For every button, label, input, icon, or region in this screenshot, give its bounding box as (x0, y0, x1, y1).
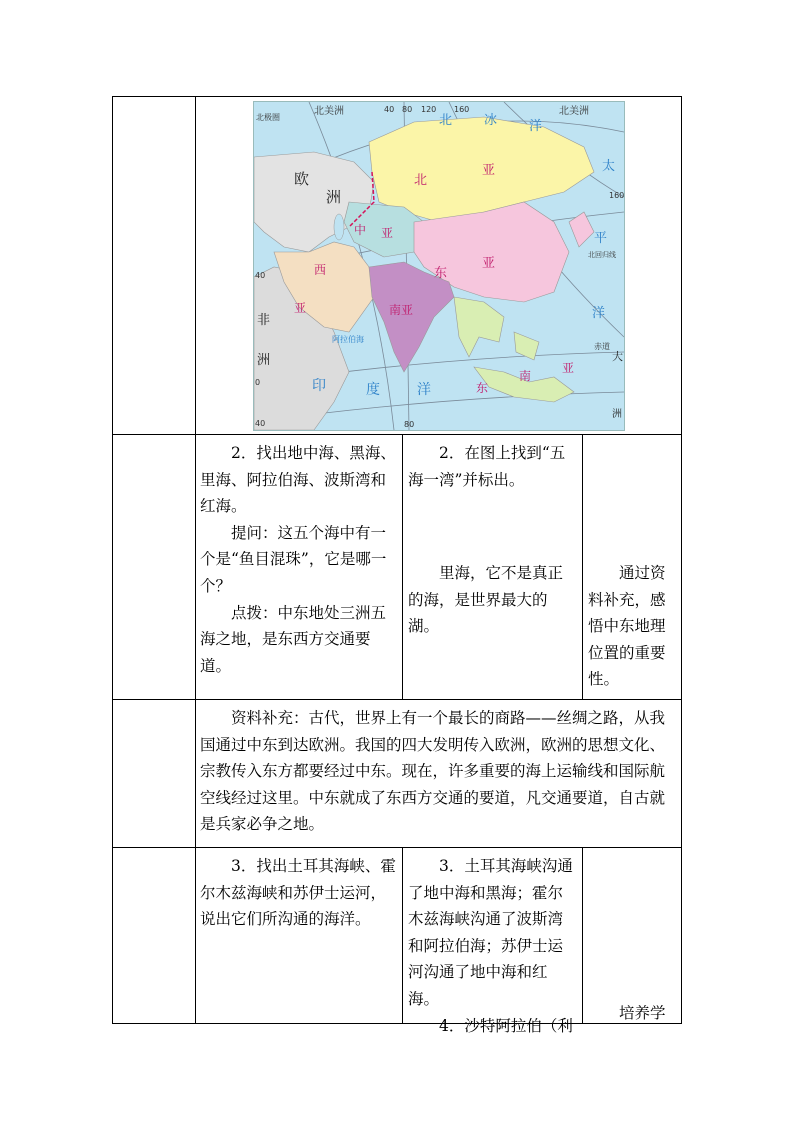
map-label-arctic-circle: 北极圈 (256, 113, 280, 122)
map-label-ocean-yang: 洋 (529, 119, 543, 134)
map-label-north-america-right: 北美洲 (559, 106, 589, 117)
table-row-divider-3 (112, 847, 682, 848)
map-label-europe-zhou: 洲 (326, 188, 342, 206)
map-label-lat-0: 0 (255, 378, 261, 387)
student-next-item: 4．沙特阿拉伯（利 (439, 1016, 573, 1035)
table-col-divider-2 (402, 434, 403, 699)
map-label-lon-160: 160 (454, 105, 470, 114)
map-label-east-asia-dong: 东 (434, 266, 448, 281)
map-label-pacific-tai: 太 (602, 159, 616, 174)
map-label-ocean-bei: 北 (439, 113, 453, 128)
teacher-task-straits: 3．找出土耳其海峡、霍尔木兹海峡和苏伊士运河，说出它们所沟通的海洋。 (200, 857, 396, 929)
map-label-south-asia: 南亚 (389, 303, 414, 317)
map-label-tropic-cancer: 北回归线 (588, 251, 616, 259)
row3-supplement (200, 705, 678, 838)
map-label-central-asia-zhong: 中 (354, 223, 367, 237)
teacher-hint: 点拨：中东地处三洲五海之地，是东西方交通要道。 (200, 603, 387, 675)
map-label-pacific-yang: 洋 (592, 306, 606, 321)
map-label-lat-160: 160 (609, 191, 624, 200)
map-label-indian-yang: 洋 (417, 382, 431, 398)
map-label-indian-yin: 印 (312, 378, 326, 394)
map-label-europe-ou: 欧 (294, 170, 310, 188)
map-label-equator: 赤道 (594, 342, 610, 351)
row4-teacher-activity (200, 853, 398, 933)
map-label-lon-40: 40 (384, 105, 395, 114)
row2-design-intent (588, 560, 678, 693)
teacher-question: 提问：这五个海中有一个是“鱼目混珠”，它是哪一个？ (200, 523, 387, 595)
map-label-zhou: 洲 (612, 409, 622, 420)
teacher-task-find-seas: 2．找出地中海、黑海、里海、阿拉伯海、波斯湾和红海。 (200, 444, 396, 516)
row2-student-activity-top (408, 440, 578, 493)
table-col-divider-3 (582, 434, 583, 699)
student-answer-straits: 3．土耳其海峡沟通了地中海和黑海；霍尔木兹海峡沟通了波斯湾和阿拉伯海；苏伊士运河沟通了地中海和红海。 (408, 857, 573, 1008)
map-label-africa-fei: 非 (257, 313, 271, 328)
map-label-lat-40-bottom: 40 (255, 419, 266, 428)
map-label-central-asia-ya: 亚 (381, 226, 394, 240)
row2-teacher-activity (200, 440, 398, 679)
map-label-indian-du: 度 (366, 382, 380, 398)
map-label-north-america-left: 北美洲 (314, 106, 344, 117)
map-label-southeast-nan: 南 (519, 369, 532, 383)
table-border-right (681, 96, 682, 1024)
map-label-southeast-ya: 亚 (562, 361, 575, 375)
supplement-text: 资料补充：古代，世界上有一个最长的商路——丝绸之路，从我国通过中东到达欧洲。我国的四大发明传入欧洲，欧洲的思想文化、宗教传入东方都要经过中东。现在，许多重要的海上运输线和国际航空线经过这里。中东就成了东西方交通的要道，凡交通要道，自古就是兵家必争之地。 (200, 709, 666, 834)
student-answer-caspian: 里海，它不是真正的海，是世界最大的湖。 (408, 564, 564, 636)
map-label-pacific-ping: 平 (594, 231, 608, 246)
map-label-lon-120: 120 (421, 105, 437, 114)
table-col-divider-1 (195, 96, 196, 1024)
map-label-east-asia-ya: 亚 (482, 256, 496, 271)
design-intent-text: 通过资料补充，感悟中东地理位置的重要性。 (588, 564, 666, 689)
table-col-divider-3b (582, 847, 583, 1024)
table-row-divider-2 (112, 699, 682, 700)
map-label-africa-zhou: 洲 (257, 353, 271, 368)
table-border-top (112, 96, 682, 97)
map-label-lat-40: 40 (255, 271, 266, 280)
design-intent-partial: 培养学 (619, 1004, 666, 1022)
map-label-north-asia-bei: 北 (414, 173, 428, 188)
map-label-arabian-sea: 阿拉伯海 (332, 335, 364, 344)
table-row-divider-1 (112, 434, 682, 435)
row4-student-activity (408, 853, 578, 1039)
row2-student-activity-bottom (408, 560, 578, 640)
map-label-west-asia-xi: 西 (314, 263, 327, 277)
map-label-lon-80-bottom: 80 (404, 420, 415, 429)
asia-region-map (253, 101, 625, 431)
table-col-divider-2b (402, 847, 403, 1024)
table-border-left (112, 96, 113, 1024)
map-label-lon-80: 80 (402, 105, 413, 114)
map-label-north-asia-ya: 亚 (482, 163, 496, 178)
map-label-dazhou: 大 (612, 350, 623, 363)
row4-design-intent (588, 1000, 678, 1027)
student-task-mark-seas: 2．在图上找到“五海一湾”并标出。 (408, 444, 566, 489)
map-label-southeast-dong: 东 (476, 381, 489, 395)
map-label-ocean-bing: 冰 (484, 113, 498, 128)
map-label-west-asia-ya: 亚 (294, 301, 307, 315)
